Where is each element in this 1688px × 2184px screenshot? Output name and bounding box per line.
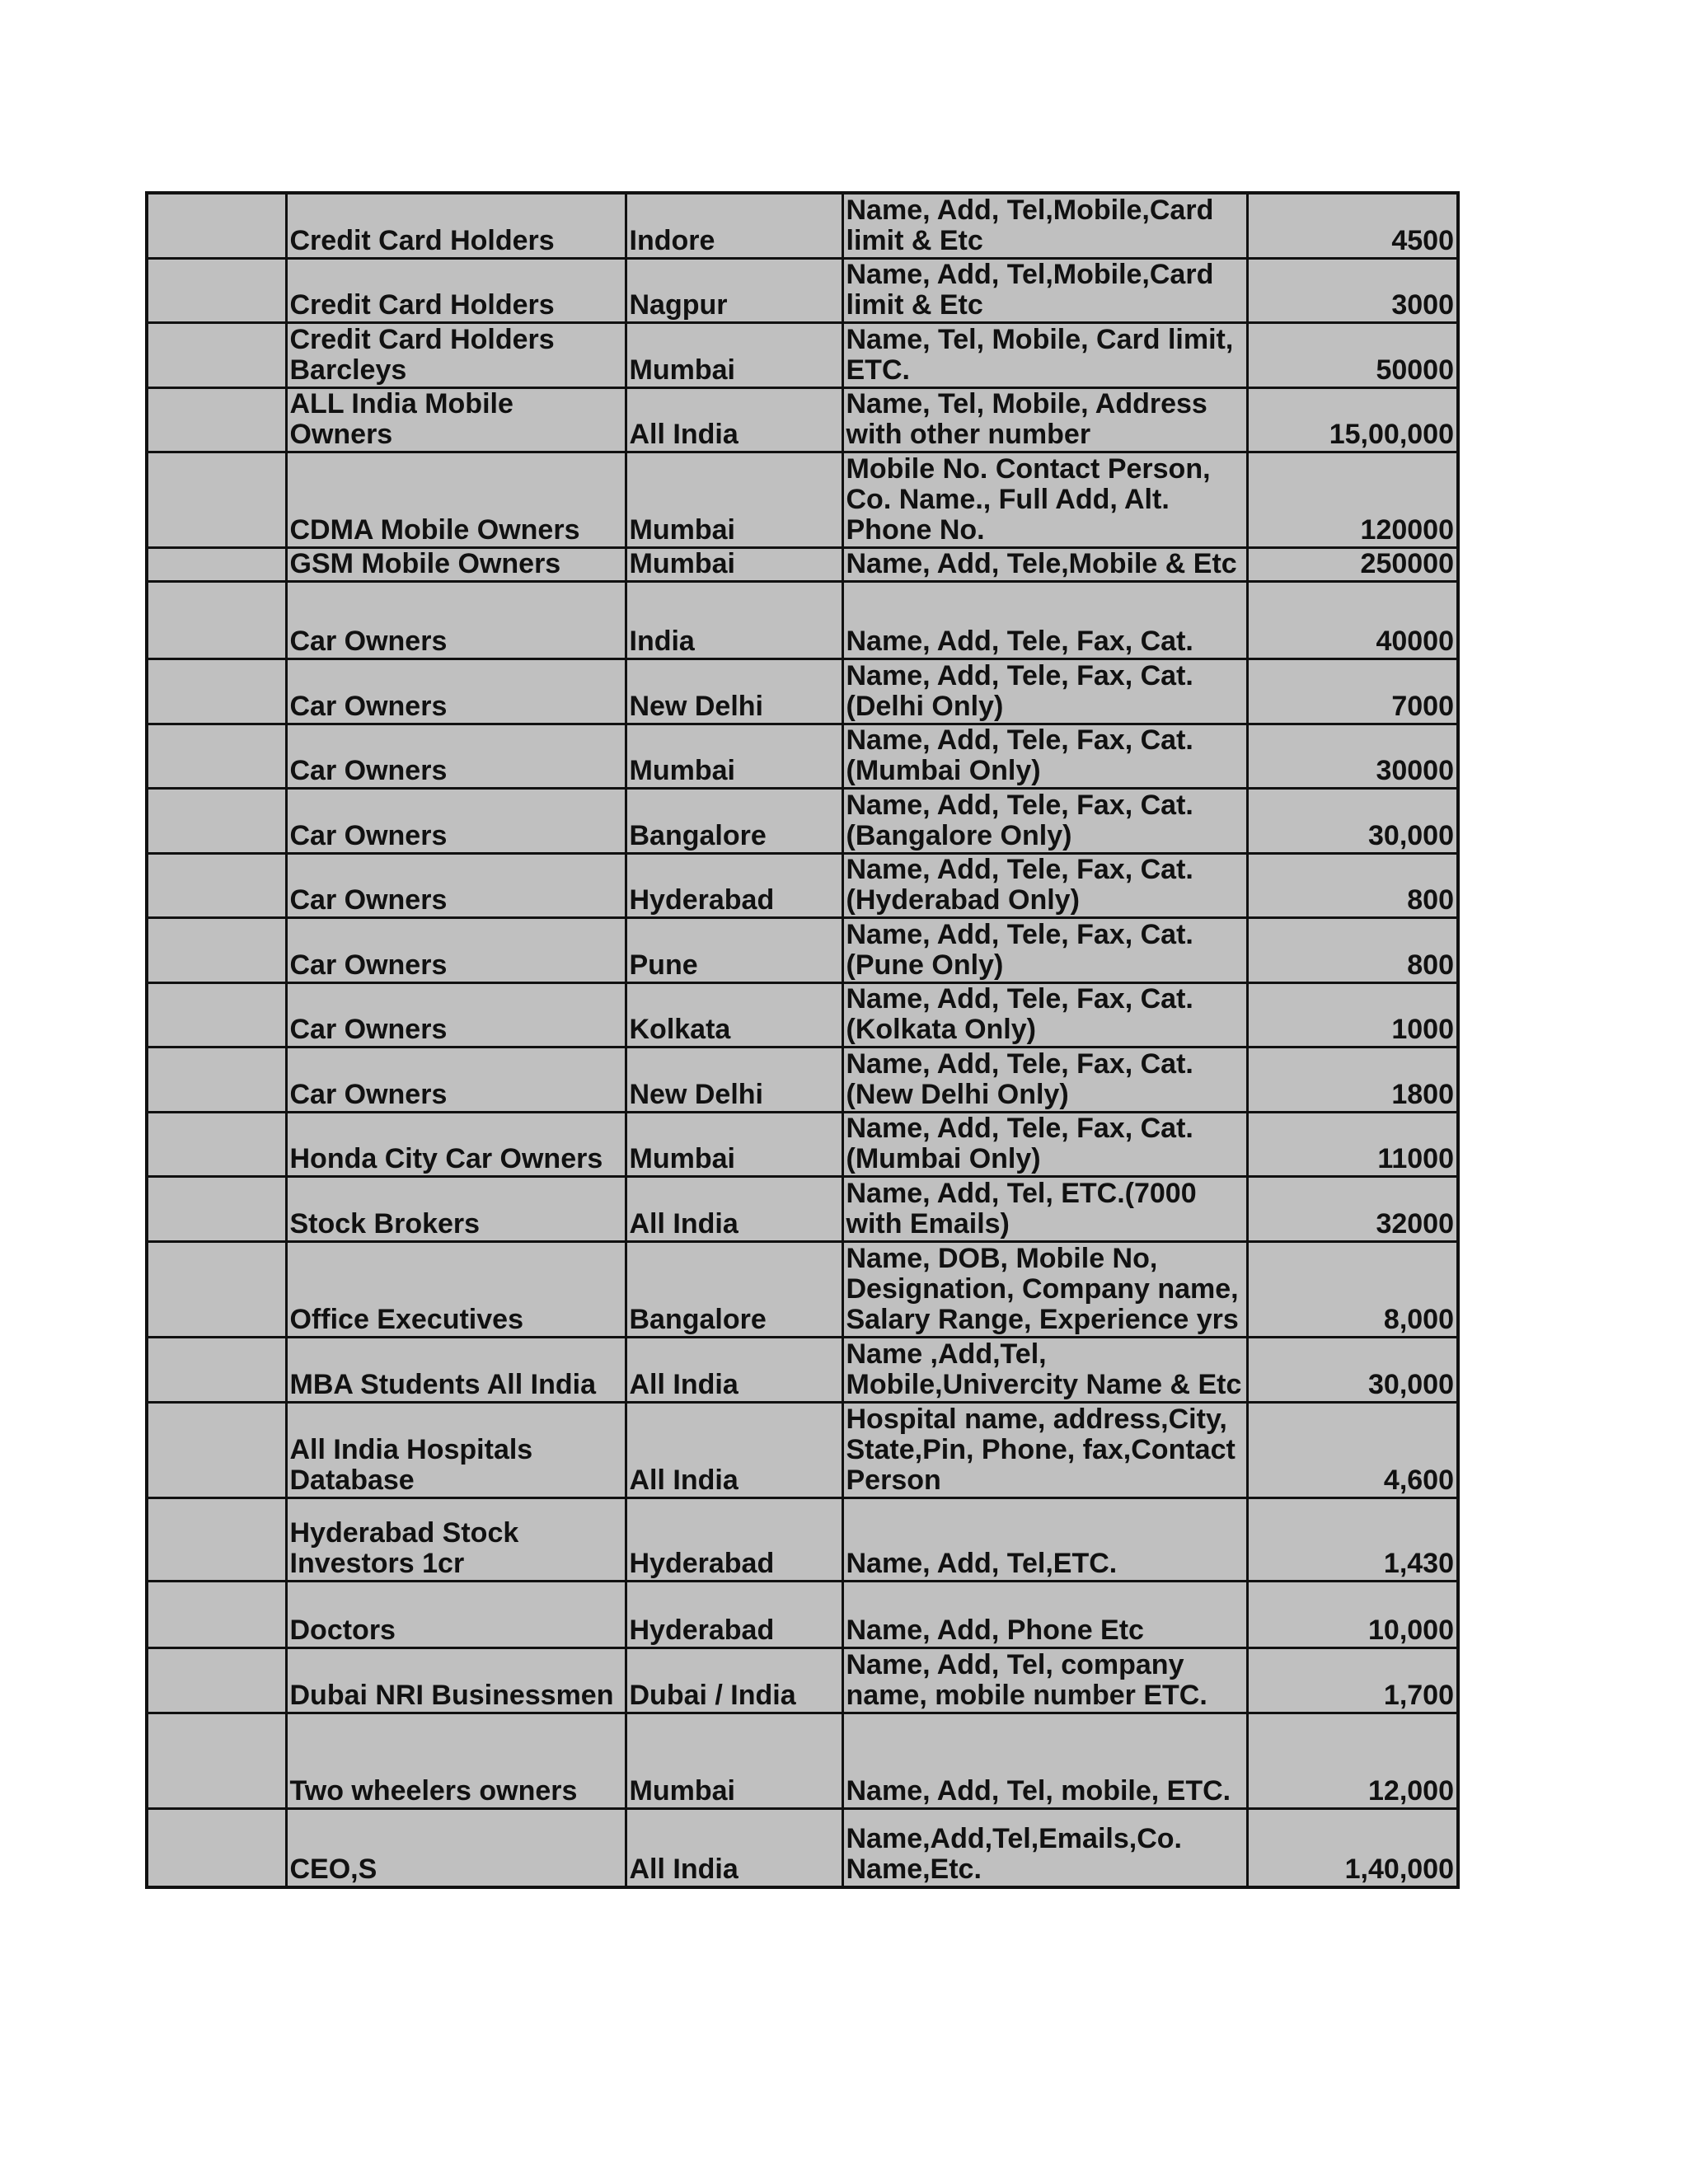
count-cell: 1800 [1247, 1047, 1458, 1112]
category-cell: All India Hospitals Database [286, 1402, 626, 1497]
details-cell: Name, Add, Tele, Fax, Cat. [842, 581, 1247, 658]
count-cell: 4,600 [1247, 1402, 1458, 1497]
details-cell: Name, Add, Tel, ETC.(7000 with Emails) [842, 1176, 1247, 1241]
row-blank-cell [147, 1337, 286, 1402]
table-row [147, 1176, 1458, 1241]
row-blank-cell [147, 853, 286, 917]
count-cell: 15,00,000 [1247, 387, 1458, 452]
table-row [147, 322, 1458, 387]
row-blank-cell [147, 1647, 286, 1713]
details-cell: Name, Add, Tele, Fax, Cat. (Mumbai Only) [842, 724, 1247, 788]
category-cell: Car Owners [286, 1047, 626, 1112]
count-cell: 50000 [1247, 322, 1458, 387]
row-blank-cell [147, 1112, 286, 1176]
row-blank-cell [147, 193, 286, 258]
count-cell: 40000 [1247, 581, 1458, 658]
table-row [147, 1337, 1458, 1402]
table-row [147, 724, 1458, 788]
location-cell: Mumbai [626, 547, 842, 581]
category-cell: Office Executives [286, 1241, 626, 1337]
row-blank-cell [147, 1047, 286, 1112]
row-blank-cell [147, 1241, 286, 1337]
row-blank-cell [147, 1808, 286, 1887]
category-cell: Car Owners [286, 658, 626, 724]
category-cell: Dubai NRI Businessmen [286, 1647, 626, 1713]
table-row [147, 853, 1458, 917]
data-table [145, 191, 1460, 1889]
category-cell: Two wheelers owners [286, 1713, 626, 1808]
category-cell: Honda City Car Owners [286, 1112, 626, 1176]
table-row [147, 1647, 1458, 1713]
details-cell: Name, Tel, Mobile, Address with other number [842, 387, 1247, 452]
category-cell: Hyderabad Stock Investors 1cr [286, 1497, 626, 1581]
category-cell: Credit Card Holders [286, 258, 626, 322]
count-cell: 12,000 [1247, 1713, 1458, 1808]
details-cell: Name, Add, Tele, Fax, Cat. (Delhi Only) [842, 658, 1247, 724]
location-cell: All India [626, 1176, 842, 1241]
row-blank-cell [147, 547, 286, 581]
location-cell: India [626, 581, 842, 658]
details-cell: Name, Add, Tele, Fax, Cat. (Hyderabad Only) [842, 853, 1247, 917]
count-cell: 4500 [1247, 193, 1458, 258]
category-cell: Stock Brokers [286, 1176, 626, 1241]
details-cell: Name, Add, Phone Etc [842, 1581, 1247, 1647]
table-body [147, 193, 1458, 1887]
table-row [147, 1112, 1458, 1176]
count-cell: 7000 [1247, 658, 1458, 724]
row-blank-cell [147, 452, 286, 547]
table-row [147, 581, 1458, 658]
details-cell: Name, Add, Tele, Fax, Cat. (Bangalore Only) [842, 788, 1247, 853]
category-cell: Car Owners [286, 724, 626, 788]
category-cell: Car Owners [286, 581, 626, 658]
row-blank-cell [147, 982, 286, 1047]
location-cell: Mumbai [626, 322, 842, 387]
count-cell: 250000 [1247, 547, 1458, 581]
details-cell: Name, Add, Tele, Fax, Cat. (Pune Only) [842, 917, 1247, 982]
count-cell: 1,700 [1247, 1647, 1458, 1713]
location-cell: New Delhi [626, 658, 842, 724]
row-blank-cell [147, 1713, 286, 1808]
count-cell: 1,40,000 [1247, 1808, 1458, 1887]
details-cell: Name, Tel, Mobile, Card limit, ETC. [842, 322, 1247, 387]
table-row [147, 1713, 1458, 1808]
row-blank-cell [147, 1581, 286, 1647]
location-cell: Indore [626, 193, 842, 258]
table-row [147, 982, 1458, 1047]
row-blank-cell [147, 658, 286, 724]
table-row [147, 1581, 1458, 1647]
table-row [147, 193, 1458, 258]
count-cell: 800 [1247, 917, 1458, 982]
details-cell: Name, Add, Tel, mobile, ETC. [842, 1713, 1247, 1808]
table-row [147, 387, 1458, 452]
category-cell: Car Owners [286, 917, 626, 982]
table-row [147, 1497, 1458, 1581]
category-cell: Car Owners [286, 788, 626, 853]
table-row [147, 917, 1458, 982]
location-cell: Mumbai [626, 1713, 842, 1808]
table-row [147, 1402, 1458, 1497]
category-cell: MBA Students All India [286, 1337, 626, 1402]
row-blank-cell [147, 917, 286, 982]
location-cell: Bangalore [626, 788, 842, 853]
count-cell: 800 [1247, 853, 1458, 917]
details-cell: Name,Add,Tel,Emails,Co. Name,Etc. [842, 1808, 1247, 1887]
table-row [147, 788, 1458, 853]
location-cell: Hyderabad [626, 1497, 842, 1581]
category-cell: Doctors [286, 1581, 626, 1647]
category-cell: Credit Card Holders [286, 193, 626, 258]
count-cell: 10,000 [1247, 1581, 1458, 1647]
count-cell: 11000 [1247, 1112, 1458, 1176]
location-cell: Pune [626, 917, 842, 982]
location-cell: Hyderabad [626, 1581, 842, 1647]
row-blank-cell [147, 1497, 286, 1581]
location-cell: All India [626, 1337, 842, 1402]
location-cell: All India [626, 1808, 842, 1887]
details-cell: Name, Add, Tel,ETC. [842, 1497, 1247, 1581]
table-row [147, 547, 1458, 581]
details-cell: Name, Add, Tele, Fax, Cat. (Mumbai Only) [842, 1112, 1247, 1176]
details-cell: Name, Add, Tele, Fax, Cat. (Kolkata Only) [842, 982, 1247, 1047]
details-cell: Name, Add, Tel,Mobile,Card limit & Etc [842, 193, 1247, 258]
location-cell: Mumbai [626, 724, 842, 788]
table-row [147, 658, 1458, 724]
category-cell: Car Owners [286, 982, 626, 1047]
details-cell: Name, DOB, Mobile No, Designation, Company name, Salary Range, Experience yrs [842, 1241, 1247, 1337]
count-cell: 30,000 [1247, 788, 1458, 853]
location-cell: Bangalore [626, 1241, 842, 1337]
table-row [147, 1808, 1458, 1887]
count-cell: 3000 [1247, 258, 1458, 322]
row-blank-cell [147, 1402, 286, 1497]
table-row [147, 1047, 1458, 1112]
location-cell: All India [626, 387, 842, 452]
category-cell: Car Owners [286, 853, 626, 917]
category-cell: CDMA Mobile Owners [286, 452, 626, 547]
count-cell: 1,430 [1247, 1497, 1458, 1581]
row-blank-cell [147, 1176, 286, 1241]
category-cell: CEO,S [286, 1808, 626, 1887]
count-cell: 30000 [1247, 724, 1458, 788]
row-blank-cell [147, 258, 286, 322]
details-cell: Name, Add, Tele,Mobile & Etc [842, 547, 1247, 581]
location-cell: Mumbai [626, 1112, 842, 1176]
location-cell: Kolkata [626, 982, 842, 1047]
details-cell: Mobile No. Contact Person, Co. Name., Full Add, Alt. Phone No. [842, 452, 1247, 547]
category-cell: Credit Card Holders Barcleys [286, 322, 626, 387]
table-row [147, 452, 1458, 547]
details-cell: Name, Add, Tel,Mobile,Card limit & Etc [842, 258, 1247, 322]
category-cell: GSM Mobile Owners [286, 547, 626, 581]
location-cell: All India [626, 1402, 842, 1497]
details-cell: Hospital name, address,City, State,Pin, Phone, fax,Contact Person [842, 1402, 1247, 1497]
count-cell: 1000 [1247, 982, 1458, 1047]
details-cell: Name, Add, Tel, company name, mobile number ETC. [842, 1647, 1247, 1713]
row-blank-cell [147, 322, 286, 387]
count-cell: 120000 [1247, 452, 1458, 547]
row-blank-cell [147, 724, 286, 788]
category-cell: ALL India Mobile Owners [286, 387, 626, 452]
details-cell: Name ,Add,Tel, Mobile,Univercity Name & Etc [842, 1337, 1247, 1402]
count-cell: 8,000 [1247, 1241, 1458, 1337]
location-cell: Hyderabad [626, 853, 842, 917]
location-cell: Nagpur [626, 258, 842, 322]
details-cell: Name, Add, Tele, Fax, Cat. (New Delhi Only) [842, 1047, 1247, 1112]
row-blank-cell [147, 387, 286, 452]
row-blank-cell [147, 581, 286, 658]
table-row [147, 1241, 1458, 1337]
row-blank-cell [147, 788, 286, 853]
location-cell: Mumbai [626, 452, 842, 547]
count-cell: 30,000 [1247, 1337, 1458, 1402]
location-cell: New Delhi [626, 1047, 842, 1112]
table-row [147, 258, 1458, 322]
location-cell: Dubai / India [626, 1647, 842, 1713]
count-cell: 32000 [1247, 1176, 1458, 1241]
